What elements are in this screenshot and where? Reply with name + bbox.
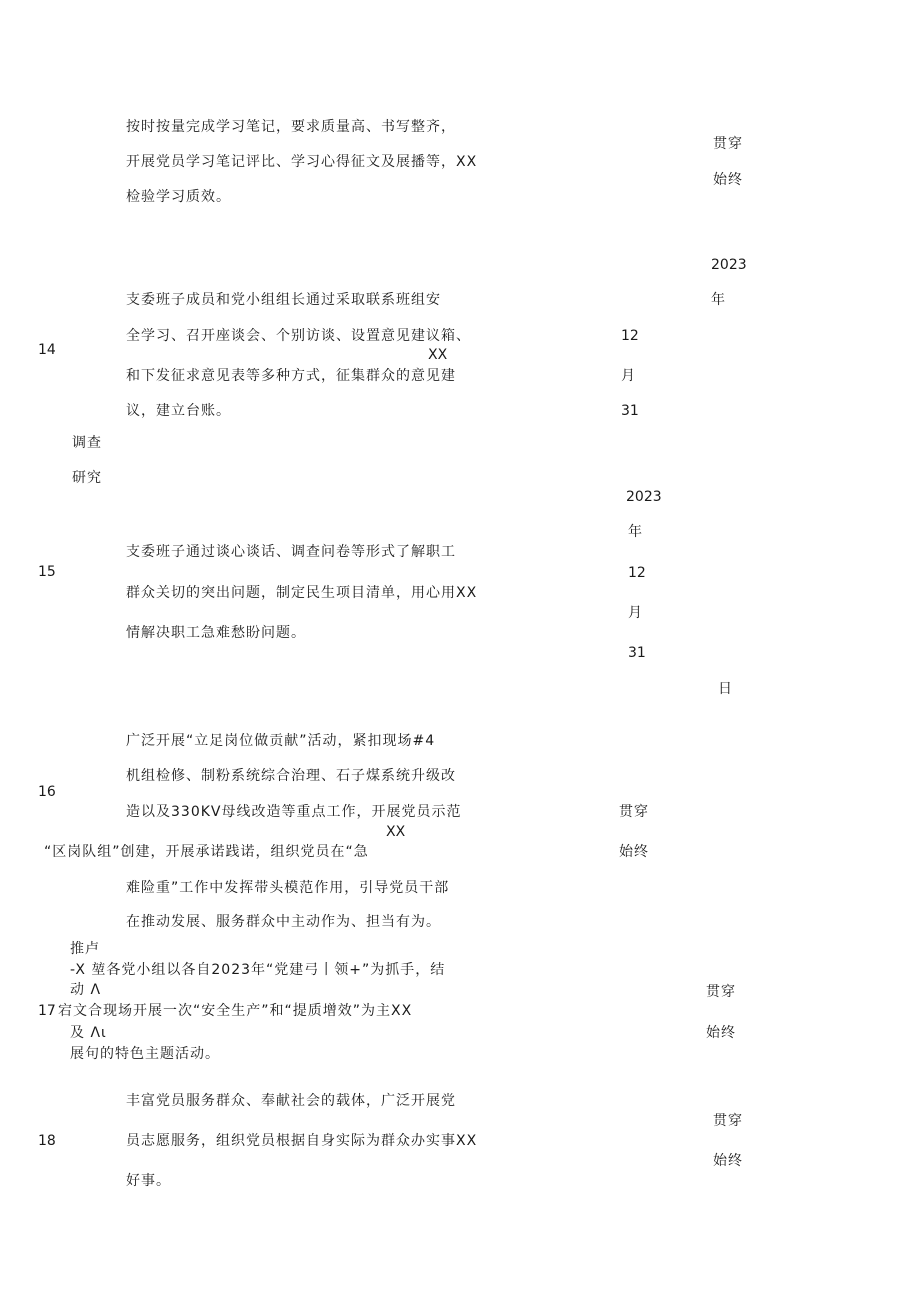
row18-text-line-3: 好事。 — [126, 1173, 171, 1189]
row15-text-line-1: 支委班子通过谈心谈话、调查问卷等形式了解职工 — [126, 544, 456, 560]
row15-deadline-ri: 日 — [718, 681, 733, 697]
row14-deadline-month: 12 — [621, 328, 639, 344]
row16-text-line-3: 造以及330KV母线改造等重点工作，开展党员示范 — [126, 804, 462, 820]
row17-text-line-3: 动 Λ — [70, 982, 102, 998]
row17-text-line-2: -X 堃各党小组以各自2023年“党建弓丨领+”为抓手，结 — [70, 962, 446, 978]
row17-text-line-4: 宕文合现场开展一次“安全生产”和“提质增效”为主XX — [58, 1003, 413, 1019]
row14-deadline-yue: 月 — [621, 368, 636, 384]
row16-text-line-1: 广泛开展“立足岗位做贡献”活动，紧扣现场#4 — [126, 733, 436, 749]
row13-text-line-1: 按时按量完成学习笔记，要求质量高、书写整齐， — [126, 119, 456, 135]
row13-text-line-2: 开展党员学习笔记评比、学习心得征文及展播等，XX — [126, 154, 478, 170]
row18-time-2: 始终 — [713, 1153, 743, 1169]
row15-text-line-3: 情解决职工急难愁盼问题。 — [126, 625, 306, 641]
category-line-2: 研究 — [72, 470, 102, 486]
row15-number: 15 — [38, 564, 56, 580]
row14-text-line-1: 支委班子成员和党小组组长通过采取联系班组安 — [126, 292, 441, 308]
row18-text-line-2: 员志愿服务，组织党员根据自身实际为群众办实事XX — [126, 1133, 478, 1149]
row15-deadline-day: 31 — [628, 645, 646, 661]
row16-number: 16 — [38, 784, 56, 800]
row13-text-line-3: 检验学习质效。 — [126, 189, 231, 205]
row15-deadline-yue: 月 — [628, 605, 643, 621]
row17-text-line-1: 推卢 — [70, 941, 100, 957]
row16-time-2: 始终 — [619, 844, 649, 860]
row13-time-1: 贯穿 — [713, 136, 743, 152]
row17-time-2: 始终 — [706, 1025, 736, 1041]
row18-number: 18 — [38, 1133, 56, 1149]
row17-number: 17 — [38, 1003, 56, 1019]
row18-time-1: 贯穿 — [713, 1113, 743, 1129]
row14-text-line-2: 全学习、召开座谈会、个别访谈、设置意见建议箱、 — [126, 328, 471, 344]
row13-time-2: 始终 — [713, 172, 743, 188]
row15-deadline-year: 2023 — [626, 489, 662, 505]
row16-text-line-4: “区岗队组”创建，开展承诺践诺，组织党员在“急 — [44, 844, 369, 860]
category-line-1: 调查 — [72, 435, 102, 451]
row16-owner: XX — [386, 824, 406, 840]
row15-deadline-month: 12 — [628, 565, 646, 581]
row14-number: 14 — [38, 342, 56, 358]
row14-deadline-year: 2023 — [711, 257, 747, 273]
row15-text-line-2: 群众关切的突出问题，制定民生项目清单，用心用XX — [126, 585, 478, 601]
row16-time-1: 贯穿 — [619, 804, 649, 820]
row14-text-line-3: 和下发征求意见表等多种方式，征集群众的意见建 — [126, 368, 456, 384]
row14-deadline-nian: 年 — [711, 292, 726, 308]
row17-text-line-5: 及 Λι — [70, 1025, 107, 1041]
row18-text-line-1: 丰富党员服务群众、奉献社会的载体，广泛开展党 — [126, 1093, 456, 1109]
row17-text-line-6: 展句的特色主题活动。 — [70, 1046, 220, 1062]
row16-text-line-5: 难险重”工作中发挥带头模范作用，引导党员干部 — [126, 880, 450, 896]
row17-time-1: 贯穿 — [706, 984, 736, 1000]
row16-text-line-6: 在推动发展、服务群众中主动作为、担当有为。 — [126, 914, 441, 930]
row14-owner: XX — [428, 347, 448, 363]
row14-deadline-day: 31 — [621, 403, 639, 419]
row16-text-line-2: 机组检修、制粉系统综合治理、石子煤系统升级改 — [126, 768, 456, 784]
row15-deadline-nian: 年 — [628, 524, 643, 540]
row14-text-line-4: 议，建立台账。 — [126, 403, 231, 419]
